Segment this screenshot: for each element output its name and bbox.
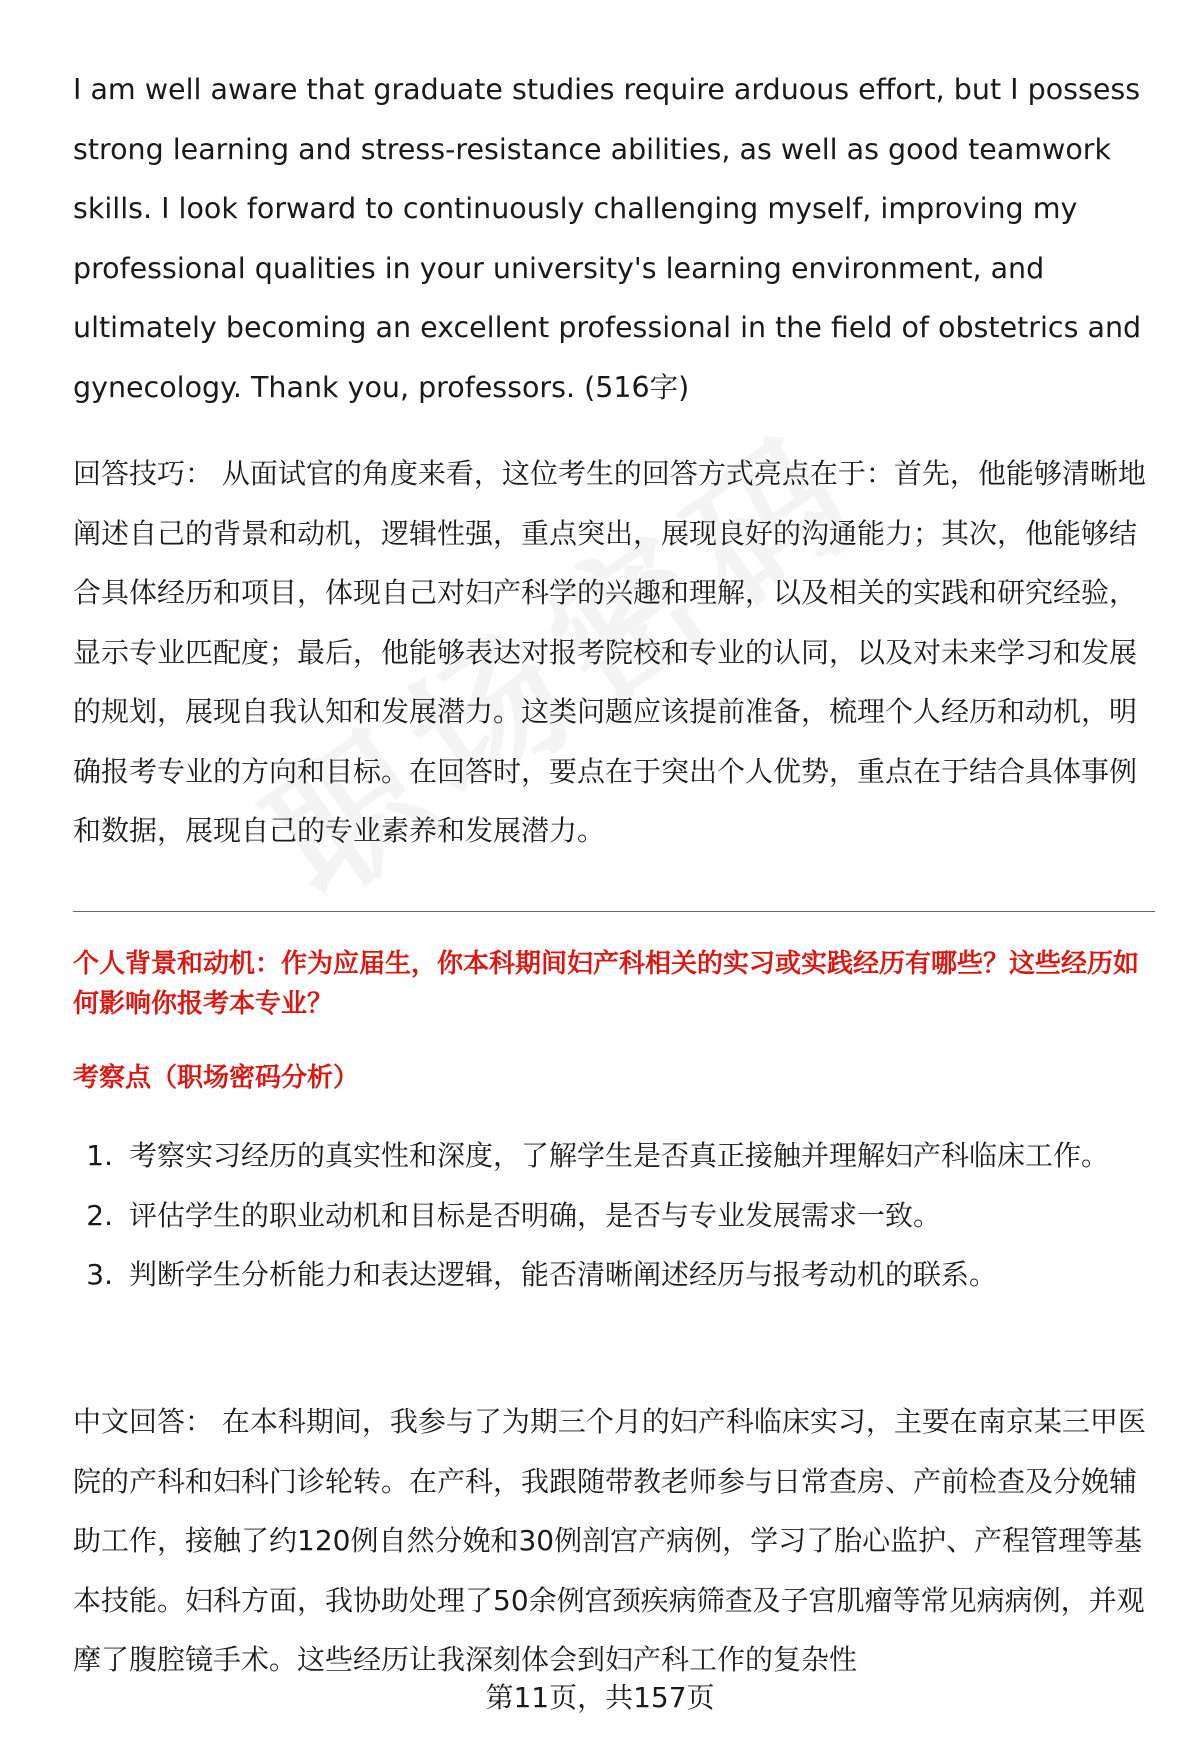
list-text: 考察实习经历的真实性和深度，了解学生是否真正接触并理解妇产科临床工作。 (129, 1139, 1110, 1172)
list-number: 3. (86, 1258, 113, 1291)
points-list (73, 1126, 1155, 1305)
answer-label: 中文回答： (73, 1405, 214, 1438)
list-item (73, 1245, 1155, 1305)
list-item (73, 1186, 1155, 1246)
list-number: 1. (86, 1139, 113, 1172)
tips-text: 从面试官的角度来看，这位考生的回答方式亮点在于：首先，他能够清晰地阐述自己的背景和动机，逻辑性强，重点突出，展现良好的沟通能力；其次，他能够结合具体经历和项目，体现自己对妇产科学的兴趣和理解，以及相关的实践和研究经验，显示专业匹配度；最后，他能够表达对报考院校和专业的认同，以及对未来学习和发展的规划，展现自我认知和发展潜力。这类问题应该提前准备，梳理个人经历和动机，明确报考专业的方向和目标。在回答时，要点在于突出个人优势，重点在于结合具体事例和数据，展现自己的专业素养和发展潜力。 (73, 457, 1146, 847)
tips-label: 回答技巧： (73, 457, 214, 490)
list-text: 评估学生的职业动机和目标是否明确，是否与专业发展需求一致。 (129, 1198, 942, 1232)
list-item (73, 1126, 1155, 1186)
section-divider (73, 911, 1155, 912)
list-number: 2. (86, 1198, 113, 1232)
page-footer: 第11页，共157页 (485, 1681, 715, 1714)
answer-paragraph (73, 1392, 1155, 1690)
question-heading: 个人背景和动机：作为应届生，你本科期间妇产科相关的实习或实践经历有哪些？这些经历如何影响你报考本专业？ (73, 949, 1140, 1019)
section-title: 考察点（职场密码分析） (73, 1063, 360, 1093)
tips-paragraph (73, 444, 1155, 861)
english-paragraph: I am well aware that graduate studies require arduous effort, but I possess strong learning and stress-resistance abilities, as well as good teamwork skills. I look forward to continuously challenging myself, improving my professional qualities in your university's learning environment, and ultimately becoming an excellent professional in the field of obstetrics and gynecology. Thank you, professors. (516字) (73, 73, 1142, 404)
list-text: 判断学生分析能力和表达逻辑，能否清晰阐述经历与报考动机的联系。 (129, 1258, 998, 1291)
answer-text: 在本科期间，我参与了为期三个月的妇产科临床实习，主要在南京某三甲医院的产科和妇科门诊轮转。在产科，我跟随带教老师参与日常查房、产前检查及分娩辅助工作，接触了约120例自然分娩和30例剖宫产病例，学习了胎心监护、产程管理等基本技能。妇科方面，我协助处理了50余例宫颈疾病筛查及子宫肌瘤等常见病病例，并观摩了腹腔镜手术。这些经历让我深刻体会到妇产科工作的复杂性 (73, 1405, 1146, 1676)
page-body (73, 60, 1155, 861)
